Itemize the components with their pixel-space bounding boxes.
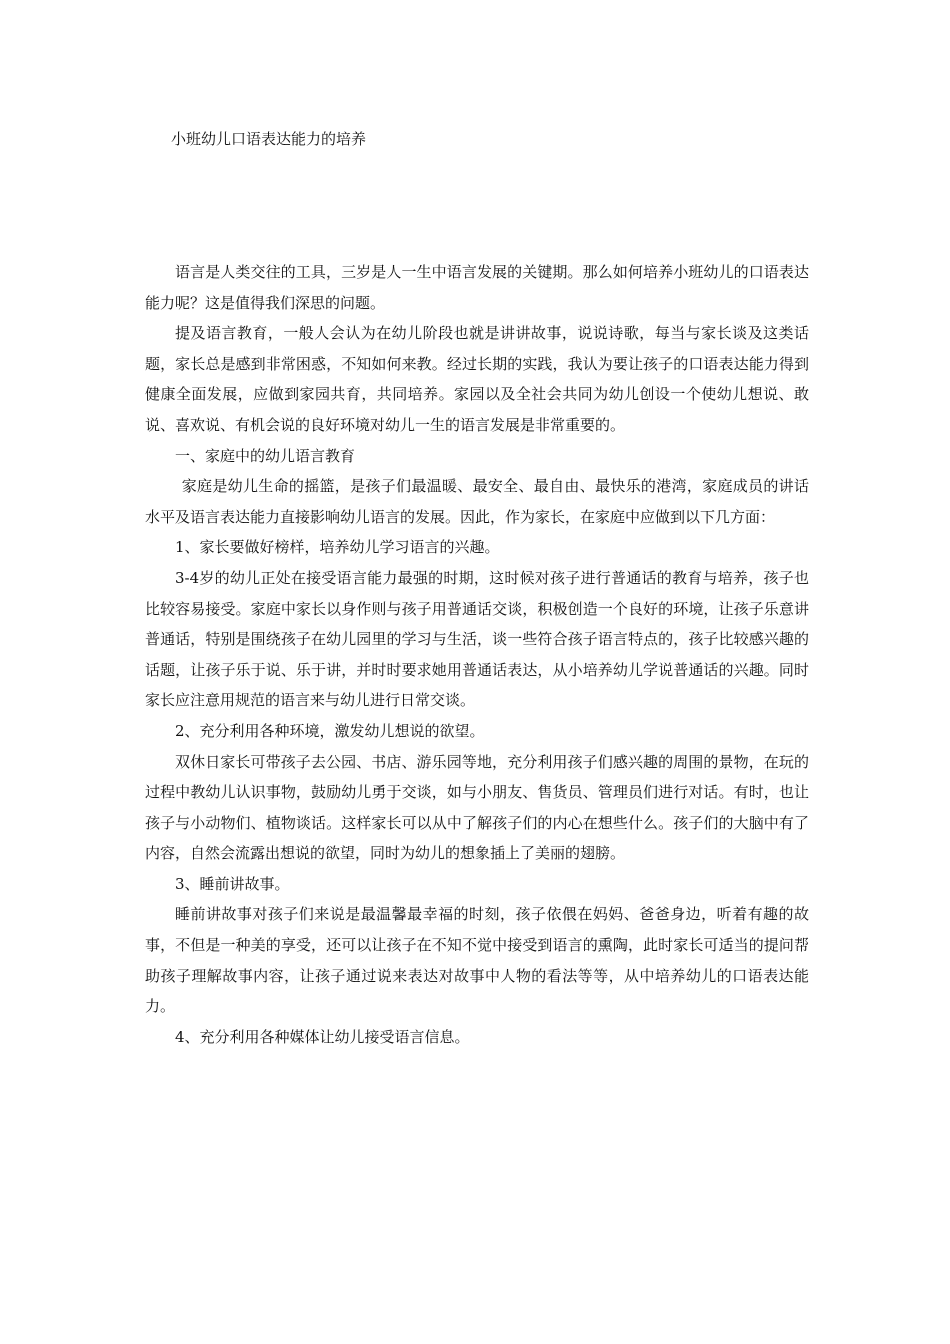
paragraph-weekend-outings: 双休日家长可带孩子去公园、书店、游乐园等地，充分利用孩子们感兴趣的周围的景物，在玩的过程中教幼儿认识事物，鼓励幼儿勇于交谈，如与小朋友、售货员、管理员们进行对话。有时，也让孩子与小动物们、植物谈话。这样家长可以从中了解孩子们的内心在想些什么。孩子们的大脑中有了内容，自然会流露出想说的欲望，同时为幼儿的想象插上了美丽的翅膀。 <box>145 752 809 863</box>
subheading-environment: 2、充分利用各种环境，激发幼儿想说的欲望。 <box>175 721 485 740</box>
document-title: 小班幼儿口语表达能力的培养 <box>171 130 367 148</box>
section-heading-family: 一、家庭中的幼儿语言教育 <box>175 446 356 465</box>
paragraph-mandarin: 3-4岁的幼儿正处在接受语言能力最强的时期，这时候对孩子进行普通话的教育与培养，孩子也比较容易接受。家庭中家长以身作则与孩子用普通话交谈，积极创造一个良好的环境，让孩子乐意讲普通话，特别是围绕孩子在幼儿园里的学习与生活，谈一些符合孩子语言特点的，孩子比较感兴趣的话题，让孩子乐于说、乐于讲，并时时要求她用普通话表达，从小培养幼儿学说普通话的兴趣。同时家长应注意用规范的语言来与幼儿进行日常交谈。 <box>145 568 809 710</box>
subheading-media: 4、充分利用各种媒体让幼儿接受语言信息。 <box>175 1027 470 1046</box>
paragraph-language-education: 提及语言教育，一般人会认为在幼儿阶段也就是讲讲故事，说说诗歌，每当与家长谈及这类话题，家长总是感到非常困惑，不知如何来教。经过长期的实践，我认为要让孩子的口语表达能力得到健康全面发展，应做到家园共育，共同培养。家园以及全社会共同为幼儿创设一个使幼儿想说、敢说、喜欢说、有机会说的良好环境对幼儿一生的语言发展是非常重要的。 <box>145 324 809 434</box>
paragraph-intro: 语言是人类交往的工具，三岁是人一生中语言发展的关键期。那么如何培养小班幼儿的口语表达能力呢？这是值得我们深思的问题。 <box>145 263 809 312</box>
paragraph-family-cradle: 家庭是幼儿生命的摇篮，是孩子们最温暖、最安全、最自由、最快乐的港湾，家庭成员的讲话水平及语言表达能力直接影响幼儿语言的发展。因此，作为家长，在家庭中应做到以下几方面： <box>145 477 809 526</box>
subheading-bedtime-story: 3、睡前讲故事。 <box>175 874 290 893</box>
document-body <box>145 257 809 1052</box>
paragraph-bedtime-story: 睡前讲故事对孩子们来说是最温馨最幸福的时刻，孩子依偎在妈妈、爸爸身边，听着有趣的故事，不但是一种美的享受，还可以让孩子在不知不觉中接受到语言的熏陶，此时家长可适当的提问帮助孩子理解故事内容，让孩子通过说来表达对故事中人物的看法等等，从中培养幼儿的口语表达能力。 <box>145 905 809 1016</box>
subheading-role-model: 1、家长要做好榜样，培养幼儿学习语言的兴趣。 <box>175 538 500 557</box>
